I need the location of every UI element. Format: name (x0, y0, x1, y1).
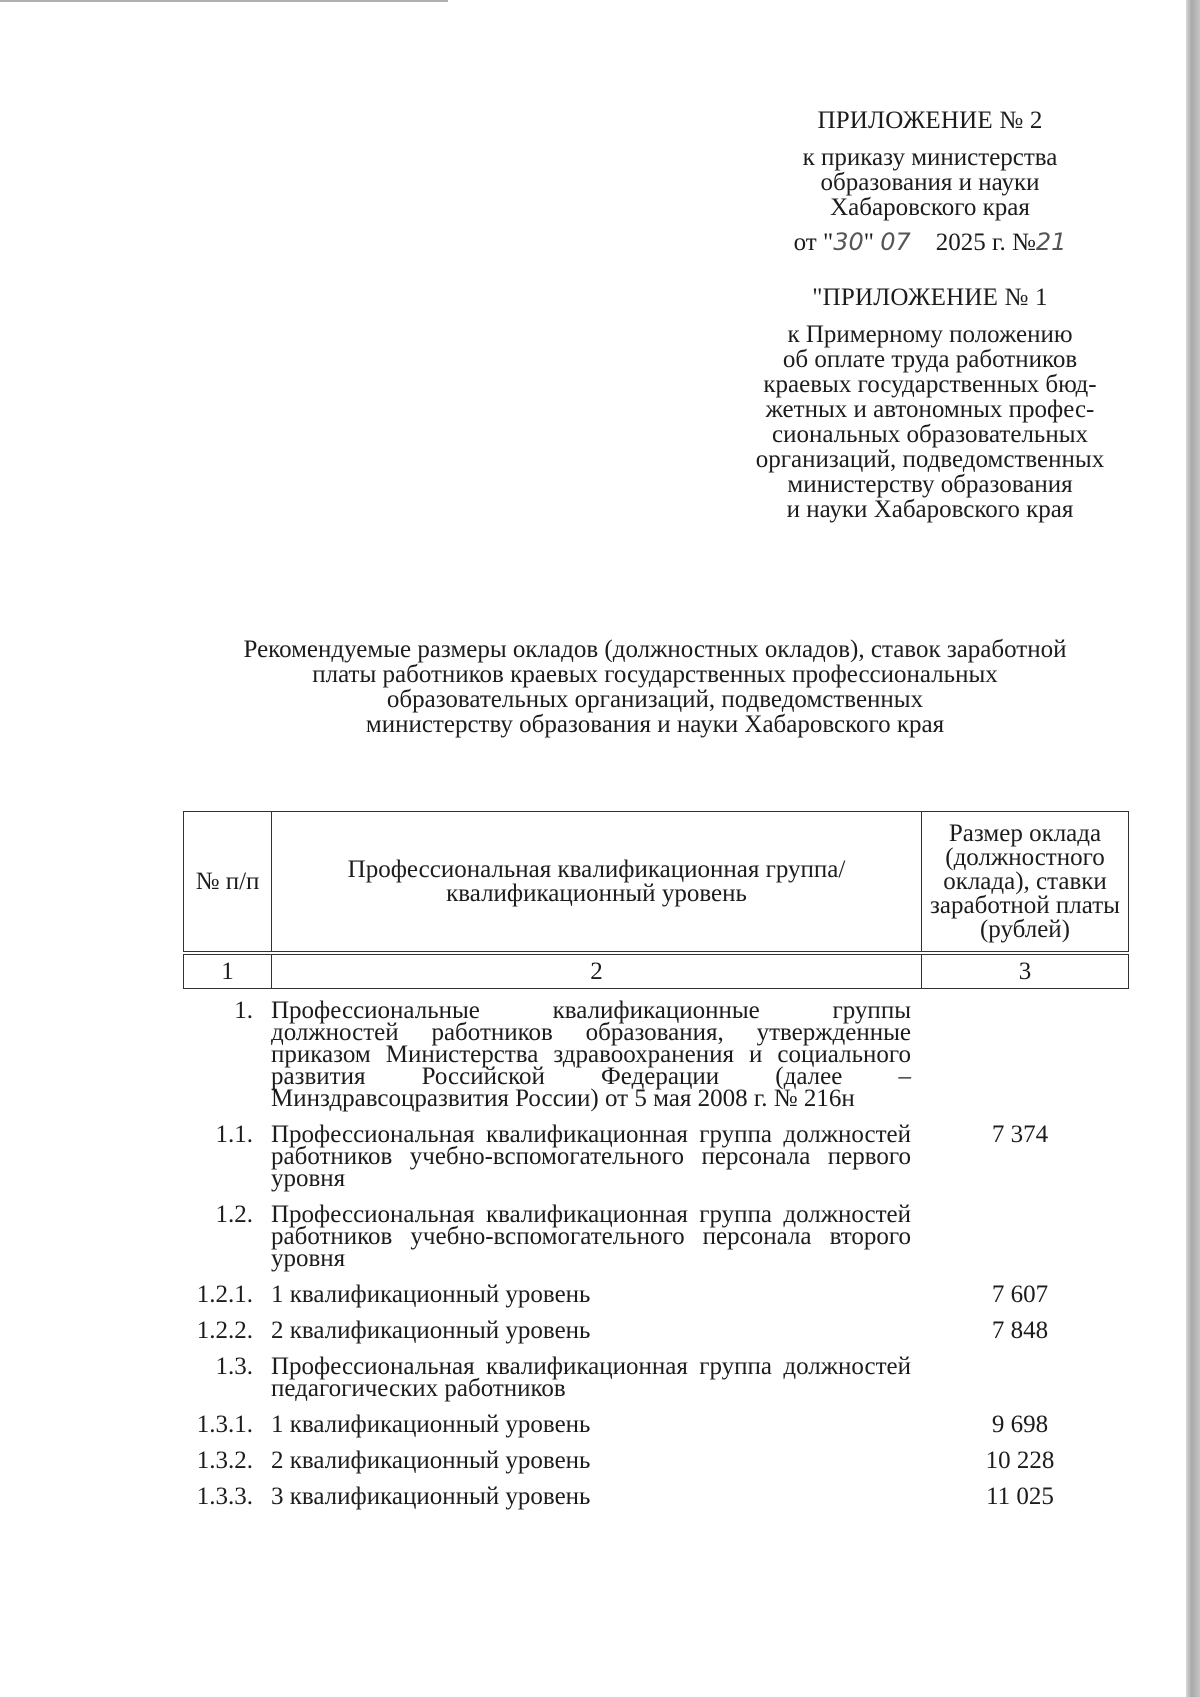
date-prefix: от " (793, 229, 834, 256)
appendix-2-line: Хабаровского края (830, 194, 1030, 221)
row-name: 2 квалификационный уровень (271, 1317, 591, 1344)
row-salary: 7 607 (991, 1281, 1049, 1308)
row-number: 1.3. (215, 1353, 253, 1380)
table-row (183, 1201, 1129, 1272)
appendix-1-block (700, 285, 1160, 522)
row-name: Профессиональная квалификационная группа должностей педагогических работников (271, 1353, 911, 1402)
row-salary: 7 848 (991, 1317, 1049, 1344)
appendix-1-line: к Примерному положению (787, 321, 1073, 348)
row-name: Профессиональные квалификационные группы должностей работников образования, утвержденные приказом Министерства здравоохранения и социального развития Российской Федерации (далее – Минздравсоцразвития России) от 5 мая 2008 г. № 216н (271, 997, 911, 1112)
row-salary (911, 1000, 1129, 1110)
appendix-2-line: образования и науки (820, 169, 1040, 196)
row-number: 1.2.1. (196, 1281, 253, 1308)
appendix-1-line: министерству образования (787, 471, 1073, 498)
row-name: Профессиональная квалификационная группа должностей работников учебно-вспомогательного персонала второго уровня (271, 1201, 911, 1272)
order-number-handwritten: 21 (1035, 228, 1067, 256)
appendix-1-line: об оплате труда работников (782, 346, 1078, 373)
column-number-1: 1 (184, 953, 272, 989)
salary-table-header (183, 811, 1129, 989)
table-row (183, 1447, 1129, 1474)
row-number: 1.2. (215, 1201, 253, 1228)
row-name: 3 квалификационный уровень (271, 1483, 591, 1510)
row-name: Профессиональная квалификационная группа должностей работников учебно-вспомогательного персонала первого уровня (271, 1121, 911, 1192)
appendix-1-title: "ПРИЛОЖЕНИЕ № 1 (812, 284, 1048, 311)
appendix-1-line: жетных и автономных профес- (765, 396, 1095, 423)
row-salary (911, 1204, 1129, 1270)
document-title (150, 637, 1160, 737)
table-row (183, 1281, 1129, 1308)
table-row (183, 1317, 1129, 1344)
appendix-1-line: и науки Хабаровского края (786, 496, 1074, 523)
header-col-salary: Размер оклада (должностного оклада), ставки заработной платы (рублей) (922, 812, 1129, 954)
salary-table-body (183, 997, 1129, 1510)
document-title-line: образовательных организаций, подведомственных (386, 686, 924, 713)
row-number: 1.3.3. (196, 1483, 253, 1510)
row-number: 1.3.1. (196, 1411, 253, 1438)
scan-artifact-top-line (0, 0, 448, 2)
row-salary (911, 1356, 1129, 1400)
row-salary: 11 025 (986, 1483, 1054, 1510)
row-name: 1 квалификационный уровень (271, 1281, 591, 1308)
document-title-line: платы работников краевых государственных профессиональных (312, 661, 998, 688)
document-title-line: Рекомендуемые размеры окладов (должностных окладов), ставок заработной (243, 636, 1067, 663)
appendix-1-line: организаций, подведомственных (755, 446, 1105, 473)
table-row (183, 1121, 1129, 1192)
table-row (183, 1483, 1129, 1510)
appendix-2-line: к приказу министерства (802, 144, 1058, 171)
appendix-1-line: краевых государственных бюд- (763, 371, 1097, 398)
row-name: 1 квалификационный уровень (271, 1411, 591, 1438)
table-row (183, 1353, 1129, 1402)
date-separator: " (863, 229, 881, 256)
row-salary: 7 374 (991, 1121, 1049, 1148)
table-row (183, 997, 1129, 1112)
date-month-handwritten: 07 (880, 228, 911, 256)
date-day-handwritten: 30 (833, 228, 864, 256)
appendix-2-date-line (700, 230, 1160, 255)
appendix-2-title: ПРИЛОЖЕНИЕ № 2 (817, 107, 1043, 134)
document-title-line: министерству образования и науки Хабаровского края (365, 711, 945, 738)
row-number: 1. (234, 997, 253, 1024)
row-salary: 9 698 (991, 1411, 1049, 1438)
column-number-3: 3 (922, 953, 1129, 989)
header-col-number: № п/п (184, 812, 272, 954)
row-number: 1.2.2. (196, 1317, 253, 1344)
row-salary: 10 228 (985, 1447, 1055, 1474)
row-number: 1.3.2. (196, 1447, 253, 1474)
scan-artifact-right-edge (1186, 0, 1200, 1697)
table-row (183, 1411, 1129, 1438)
header-col-group: Профессиональная квалификационная группа/ квалификационный уровень (272, 812, 922, 954)
date-year: 2025 г. № (935, 229, 1036, 256)
column-number-2: 2 (272, 953, 922, 989)
row-name: 2 квалификационный уровень (271, 1447, 591, 1474)
appendix-2-block (700, 108, 1160, 255)
row-number: 1.1. (215, 1121, 253, 1148)
appendix-1-line: сиональных образовательных (771, 421, 1088, 448)
